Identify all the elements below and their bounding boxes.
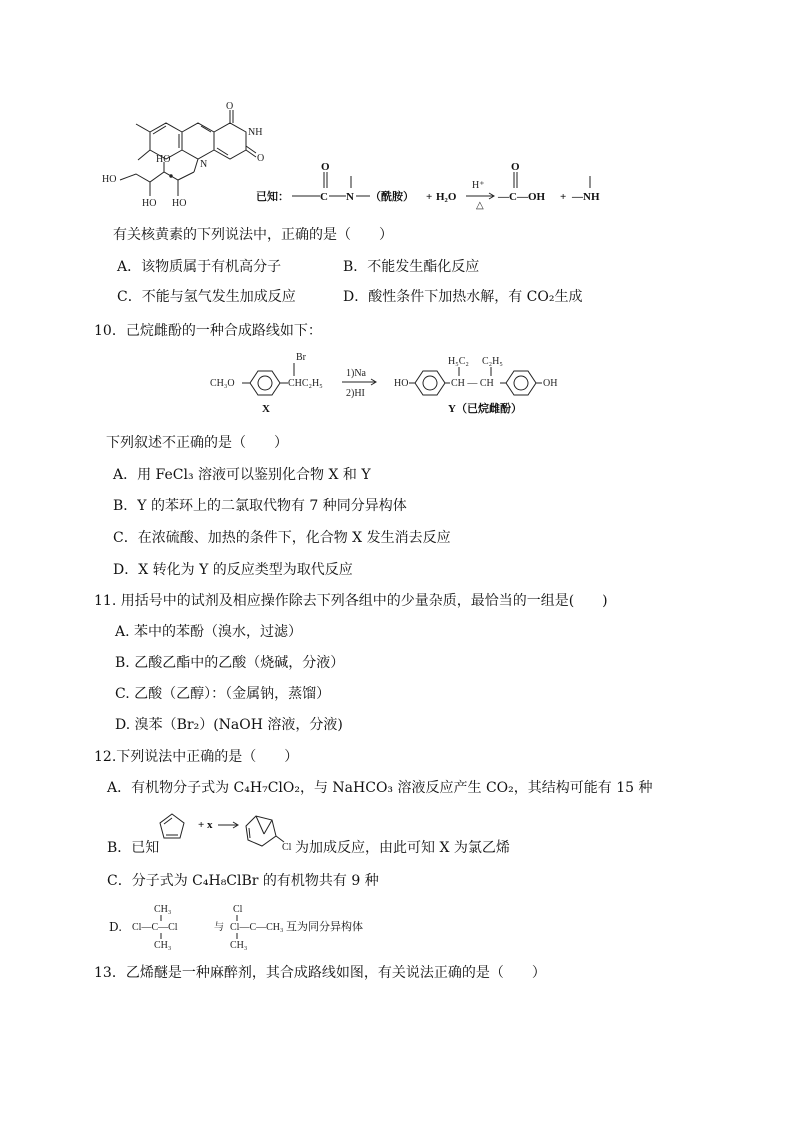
svg-text:O: O [511, 161, 520, 173]
q11-title: 11. 用括号中的试剂及相应操作除去下列各组中的少量杂质，最恰当的一组是( ) [94, 593, 608, 609]
q11-option-c: C. 乙酸（乙醇）：（金属钠，蒸馏） [115, 686, 331, 702]
amide-label: （酰胺） [370, 191, 414, 203]
d-right-top: Cl [233, 904, 243, 915]
y-top-left: H₅C₂ [448, 356, 469, 367]
y-left-benzene-ring [415, 371, 445, 395]
label-ho3: HO [172, 198, 187, 209]
label-nh: NH [248, 127, 263, 138]
norbornene-cl: Cl [282, 842, 292, 853]
q12-option-b-prefix: B．已知 [107, 840, 160, 856]
label-x: X [262, 403, 270, 415]
d-right-bottom: CH₃ [230, 940, 248, 951]
label-ho1: HO [102, 174, 117, 185]
d-left-top: CH₃ [154, 904, 172, 915]
svg-text:C: C [320, 191, 328, 203]
ring-pyrimidine [214, 123, 246, 159]
d-left-mid: Cl—C—Cl [132, 922, 178, 933]
product-2: —NH [572, 191, 600, 203]
label-ho4: HO [142, 198, 157, 209]
water: H₂O [436, 191, 457, 203]
svg-text:N: N [346, 191, 354, 203]
reagent-1: 1)Na [346, 368, 366, 379]
d-right-mid: Cl—C—CH₃ [230, 922, 284, 933]
q12-option-a: A．有机物分子式为 C₄H₇ClO₂，与 NaHCO₃ 溶液反应产生 CO₂，其结构可能有 15 种 [107, 780, 653, 796]
diels-alder-scheme [158, 808, 298, 860]
y-ho-left: HO [394, 378, 409, 389]
d-left-bottom: CH₃ [154, 940, 172, 951]
q9-option-a: A．该物质属于有机高分子 [117, 259, 282, 275]
q10-stem: 下列叙述不正确的是（ ） [106, 435, 288, 451]
q10-title: 10．己烷雌酚的一种合成路线如下： [94, 323, 322, 339]
product-1: —C—OH [498, 191, 546, 203]
q9-option-d: D．酸性条件下加热水解，有 CO₂生成 [343, 289, 583, 305]
plus-1: + [426, 191, 433, 203]
q10-option-c: C．在浓硫酸、加热的条件下，化合物 X 发生消去反应 [113, 530, 451, 546]
plus-x: + x [198, 819, 213, 831]
q11-option-b: B. 乙酸乙酯中的乙酸（烧碱，分液） [115, 655, 345, 671]
cyclopentadiene-ring [160, 814, 184, 838]
hexestrol-synthesis-scheme [210, 350, 600, 420]
amide-hydrolysis-scheme [256, 160, 616, 210]
condition-bottom: △ [476, 200, 484, 210]
q9-option-b: B．不能发生酯化反应 [343, 259, 480, 275]
q11-option-d: D. 溴苯（Br₂）(NaOH 溶液，分液) [115, 717, 343, 733]
reagent-2: 2)HI [346, 388, 365, 399]
label-ho2: HO [156, 154, 171, 165]
label-o1: O [226, 101, 234, 112]
y-right-benzene-ring [506, 371, 536, 395]
q12-option-b-suffix: 为加成反应，由此可知 X 为氯乙烯 [295, 840, 510, 856]
q9-stem: 有关核黄素的下列说法中，正确的是（ ） [113, 227, 393, 243]
q9-option-c: C．不能与氢气发生加成反应 [117, 289, 296, 305]
riboflavin-structure [98, 100, 278, 215]
x-br: Br [296, 352, 306, 363]
label-y: Y（已烷雌酚） [448, 403, 522, 415]
svg-text:O: O [321, 161, 330, 173]
q10-option-b: B．Y 的苯环上的二氯取代物有 7 种同分异构体 [113, 498, 407, 514]
y-top-right: C₂H₅ [482, 356, 503, 367]
x-left-group: CH₃O [210, 378, 235, 389]
y-mid: CH — CH [451, 378, 494, 389]
q10-option-a: A．用 FeCl₃ 溶液可以鉴别化合物 X 和 Y [113, 467, 371, 483]
condition-top: H⁺ [472, 180, 485, 191]
q11-option-a: A. 苯中的苯酚（溴水，过滤） [115, 624, 303, 640]
x-benzene-ring [250, 371, 280, 395]
label-o2: O [257, 153, 265, 164]
q12-option-d-prefix: D. [109, 920, 123, 934]
q12-option-c: C．分子式为 C₄H₈ClBr 的有机物共有 9 种 [107, 873, 379, 889]
ring-pyrazine [182, 123, 214, 159]
q12-option-d-suffix: 互为同分异构体 [286, 920, 363, 933]
x-chain: CHC₂H₅ [288, 378, 323, 389]
q13-title: 13．乙烯醚是一种麻醉剂，其合成路线如图，有关说法正确的是（ ） [94, 965, 546, 981]
label-n: N [200, 159, 208, 170]
y-oh-right: OH [543, 378, 558, 389]
plus-2: + [560, 191, 567, 203]
d-and: 与 [214, 922, 224, 933]
q10-option-d: D．X 转化为 Y 的反应类型为取代反应 [113, 562, 353, 578]
q12-title: 12.下列说法中正确的是（ ） [94, 749, 299, 765]
known-prefix: 已知： [256, 191, 289, 203]
